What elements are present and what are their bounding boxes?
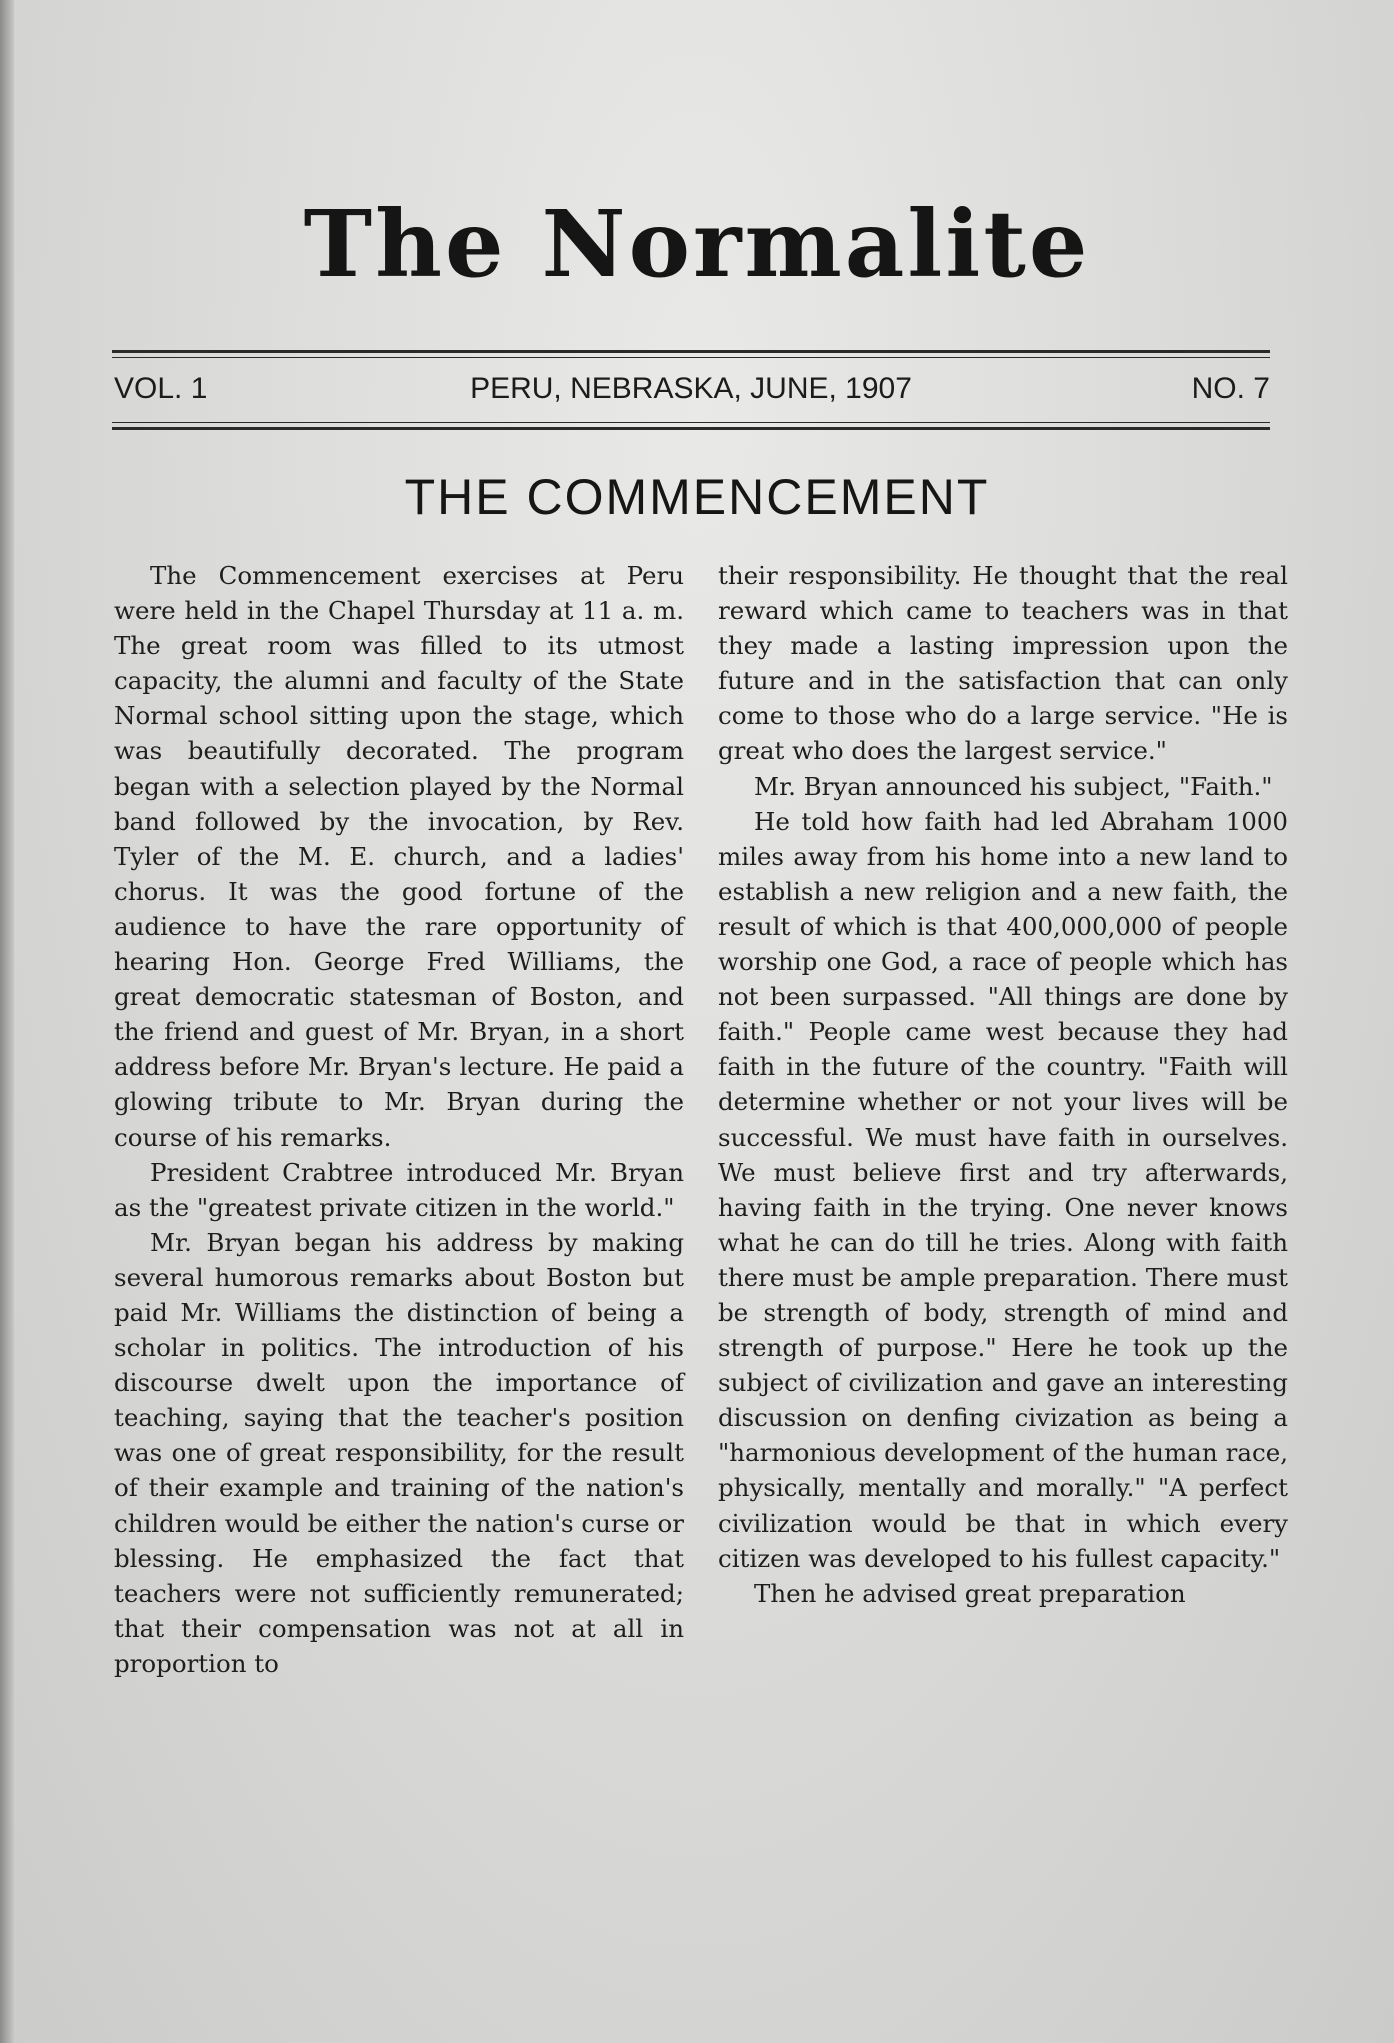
article-left-column: [114, 558, 684, 1681]
page-binding-edge: [0, 0, 14, 2043]
masthead-title: The Normalite: [303, 190, 1091, 298]
dateline-rule-thick: [112, 427, 1270, 430]
dateline: [112, 372, 1270, 412]
place-date: PERU, NEBRASKA, JUNE, 1907: [470, 372, 912, 405]
paragraph: Mr. Bryan announced his subject, "Faith.": [754, 771, 1273, 801]
paragraph: Then he advised great preparation: [754, 1578, 1186, 1608]
article-right-column: [718, 558, 1288, 1611]
paragraph: The Commencement exercises at Peru were held in the Chapel Thursday at 11 a. m. The great room was filled to its utmost capacity, the alumni and faculty of the State Normal school sitting upon the stage, which was beautifully decorated. The program began with a selection played by the Normal band followed by the invocation, by Rev. Tyler of the M. E. church, and a ladies' chorus. It was the good fortune of the audience to have the rare opportunity of hearing Hon. George Fred Williams, the great democratic statesman of Boston, and the friend and guest of Mr. Bryan, in a short address before Mr. Bryan's lecture. He paid a glowing tribute to Mr. Bryan during the course of his remarks.: [114, 561, 684, 1152]
masthead-rule-top-thick: [112, 350, 1270, 353]
article-headline: THE COMMENCEMENT: [404, 469, 990, 525]
issue-number: NO. 7: [1191, 372, 1270, 405]
masthead-rule-top-thin: [112, 357, 1270, 358]
paragraph: President Crabtree introduced Mr. Bryan as the "greatest private citizen in the world.": [114, 1157, 684, 1222]
volume-label: VOL. 1: [114, 372, 208, 405]
paragraph: their responsibility. He thought that the real reward which came to teachers was in that they made a lasting impression upon the future and in the satisfaction that can only come to those who do a large service. "He is great who does the largest service.": [718, 561, 1288, 766]
dateline-rule-thin: [112, 422, 1270, 423]
paragraph: Mr. Bryan began his address by making several humorous remarks about Boston but paid Mr. Williams the distinction of being a scholar in politics. The introduction of his discourse dwelt upon the importance of teaching, saying that the teacher's position was one of great responsibility, for the result of their example and training of the nation's children would be either the nation's curse or blessing. He emphasized the fact that teachers were not sufficiently remunerated; that their compensation was not at all in proportion to: [114, 1227, 684, 1678]
paragraph: He told how faith had led Abraham 1000 miles away from his home into a new land to establish a new religion and a new faith, the result of which is that 400,000,000 of people worship one God, a race of people which has not been surpassed. "All things are done by faith." People came west because they had faith in the future of the country. "Faith will determine whether or not your lives will be successful. We must have faith in ourselves. We must believe first and try afterwards, having faith in the trying. One never knows what he can do till he tries. Along with faith there must be ample preparation. There must be strength of body, strength of mind and strength of purpose." Here he took up the subject of civilization and gave an interesting discussion on denfing civization as being a "harmonious development of the human race, physically, mentally and morally." "A perfect civilization would be that in which every citizen was developed to his fullest capacity.": [718, 806, 1288, 1573]
